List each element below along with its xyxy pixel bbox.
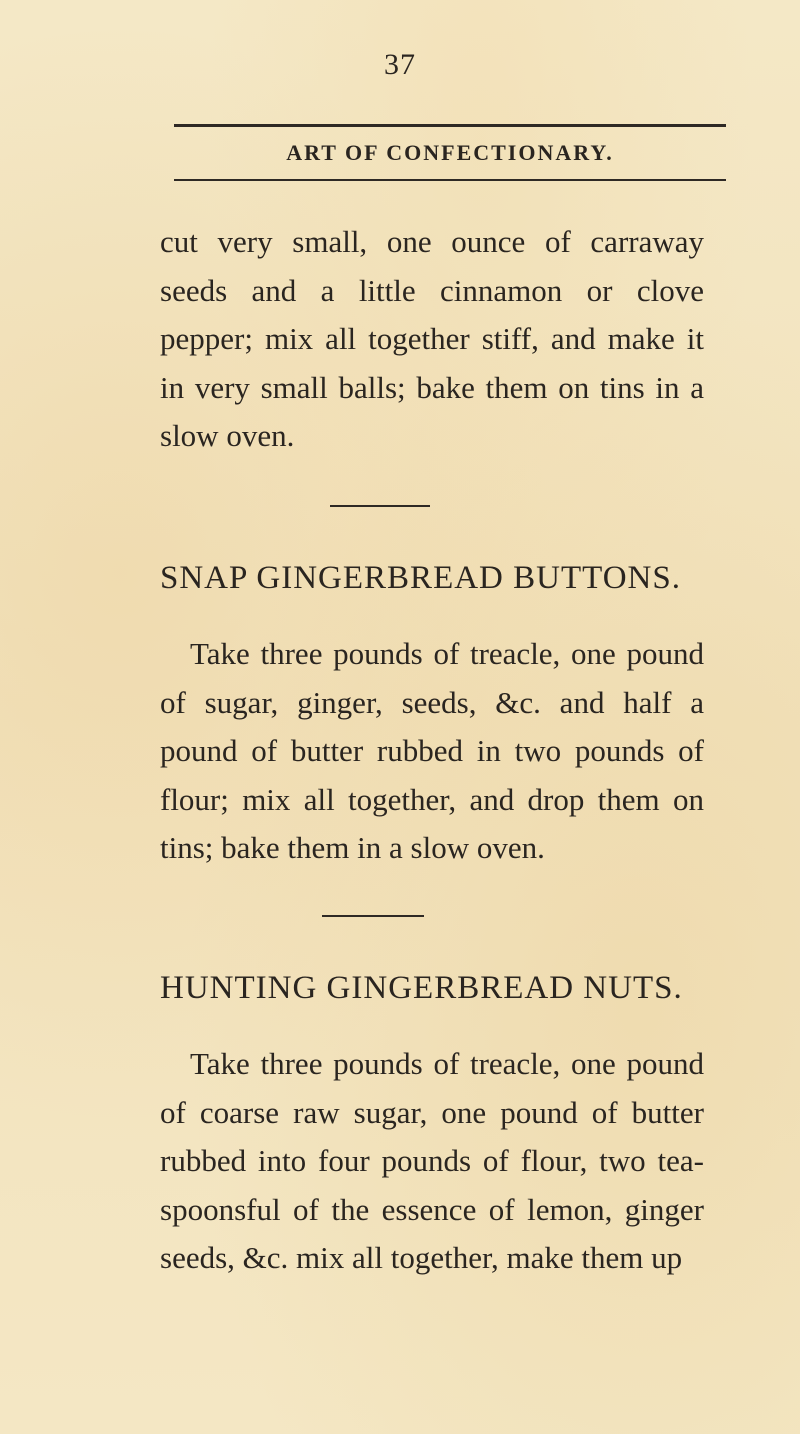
- intro-paragraph: cut very small, one ounce of carraway seeds and a little cinnamon or clove pepper; mix all together stiff, and make it in very small balls; bake them on tins in a slow oven.: [160, 224, 704, 453]
- section-title-hunting-gingerbread: HUNTING GINGERBREAD NUTS.: [160, 970, 683, 1006]
- header-rule-top: [174, 124, 726, 127]
- header-rule-bottom: [174, 179, 726, 181]
- section-body-hunting-gingerbread: Take three pounds of treacle, one pound of coarse raw sugar, one pound of butter rubbed into four pounds of flour, two tea-spoonsful of the essence of lemon, ginger seeds, &c. mix all together, make them up: [160, 1046, 704, 1275]
- section-separator: [322, 915, 424, 917]
- section-title-snap-gingerbread: SNAP GINGERBREAD BUTTONS.: [160, 560, 681, 596]
- section-body-snap-gingerbread: Take three pounds of treacle, one pound of sugar, ginger, seeds, &c. and half a pound of butter rubbed in two pounds of flour; mix all together, and drop them on tins; bake them in a slow oven.: [160, 636, 704, 865]
- page-number: 37: [384, 48, 416, 81]
- running-head: ART OF CONFECTIONARY.: [286, 140, 614, 165]
- section-separator: [330, 505, 430, 507]
